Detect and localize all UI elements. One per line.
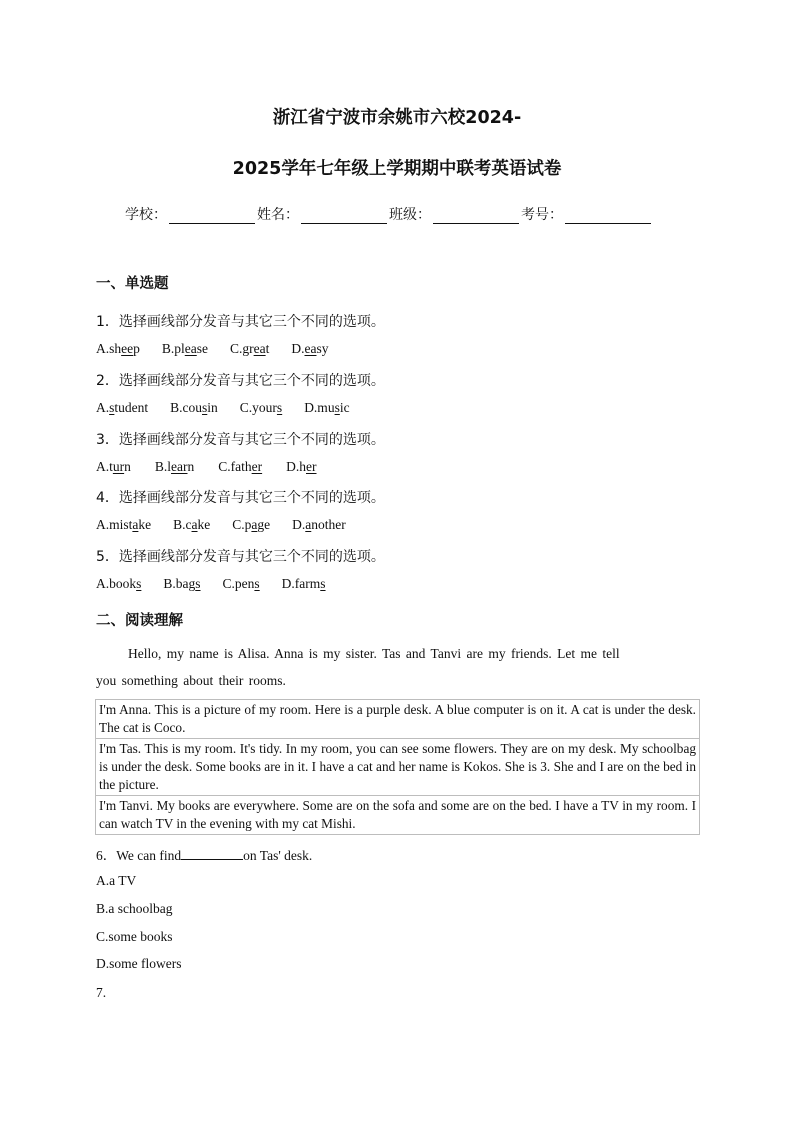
option-text: D.mu	[304, 400, 335, 415]
option-text: sy	[316, 341, 329, 356]
question-5-stem: 5．选择画线部分发音与其它三个不同的选项。	[96, 549, 385, 565]
question-2-option-d[interactable]	[304, 400, 349, 416]
option-text: ke	[138, 517, 152, 532]
question-2-option-a[interactable]	[96, 400, 148, 416]
question-6-choice-a[interactable]: A.a TV	[96, 873, 137, 888]
option-underlined-part: s	[276, 400, 283, 415]
question-7-label: 7.	[96, 985, 107, 1000]
option-underlined-part: s	[254, 576, 260, 591]
question-6-choice-d[interactable]: D.some flowers	[96, 956, 182, 971]
question-2-option-c[interactable]	[240, 400, 282, 416]
question-2-options	[96, 400, 372, 416]
passage-tas: I'm Tas. This is my room. It's tidy. In my room, you can see some flowers. They are on my desk. My schoolbag is under the desk. Some books are in it. I have a cat and her name is Kokos. She is 3. She and I are on the bed in the picture.	[96, 739, 700, 796]
section-2-title: 二、阅读理解	[96, 613, 183, 629]
exam-number-blank[interactable]	[565, 209, 651, 224]
option-text: A.t	[96, 459, 113, 474]
option-text: in	[207, 400, 218, 415]
option-underlined-part: a	[251, 517, 258, 532]
class-label: 班级：	[389, 207, 431, 223]
school-blank[interactable]	[169, 209, 255, 224]
question-5-option-c[interactable]	[223, 576, 260, 592]
reading-intro-line1: Hello, my name is Alisa. Anna is my sister. Tas and Tanvi are my friends. Let me tell	[128, 646, 620, 661]
school-label: 学校：	[125, 207, 167, 223]
option-text: C.fath	[218, 459, 252, 474]
option-text: p	[133, 341, 140, 356]
passage-table	[95, 699, 700, 835]
option-underlined-part: s	[202, 400, 208, 415]
option-text: nother	[311, 517, 346, 532]
question-4-option-b[interactable]	[173, 517, 210, 533]
question-1-option-a[interactable]	[96, 341, 140, 357]
option-text: A.book	[96, 576, 137, 591]
option-text: D.farm	[281, 576, 321, 591]
passage-row-tanvi	[96, 796, 700, 835]
question-3-option-d[interactable]	[286, 459, 316, 475]
question-3-option-a[interactable]	[96, 459, 131, 475]
question-4-option-a[interactable]	[96, 517, 151, 533]
option-underlined-part: s	[109, 400, 115, 415]
option-underlined-part: ea	[253, 341, 266, 356]
option-text: C.your	[239, 400, 277, 415]
question-3-option-c[interactable]	[218, 459, 262, 475]
option-underlined-part: s	[195, 576, 201, 591]
option-text: se	[196, 341, 208, 356]
school-field	[125, 204, 257, 224]
question-6-stem	[96, 844, 312, 864]
option-text: C.p	[232, 517, 252, 532]
option-text: B.l	[154, 459, 172, 474]
passage-row-tas	[96, 739, 700, 796]
passage-row-anna	[96, 700, 700, 739]
option-text: C.gr	[230, 341, 254, 356]
question-5-option-d[interactable]	[282, 576, 326, 592]
question-1-option-b[interactable]	[162, 341, 208, 357]
option-underlined-part: s	[334, 400, 340, 415]
question-5-option-b[interactable]	[163, 576, 200, 592]
question-4-options	[96, 517, 368, 533]
option-text: ke	[197, 517, 211, 532]
option-underlined-part: ee	[121, 341, 134, 356]
option-underlined-part: s	[136, 576, 142, 591]
option-underlined-part: a	[191, 517, 198, 532]
exam-title-line2: 2025学年七年级上学期期中联考英语试卷	[232, 159, 562, 179]
option-underlined-part: ur	[112, 459, 125, 474]
option-text: D.	[292, 517, 306, 532]
option-underlined-part: ear	[171, 459, 188, 474]
question-6-choice-b[interactable]: B.a schoolbag	[96, 901, 173, 916]
exam-number-field	[521, 204, 653, 224]
option-text: n	[187, 459, 195, 474]
question-4-option-c[interactable]	[232, 517, 270, 533]
student-info-row	[125, 204, 685, 224]
question-1-options	[96, 341, 351, 357]
class-field	[389, 204, 521, 224]
question-3-option-b[interactable]	[155, 459, 194, 475]
name-label: 姓名：	[257, 207, 299, 223]
option-underlined-part: er	[251, 459, 263, 474]
option-underlined-part: er	[306, 459, 317, 474]
option-text: B.cou	[170, 400, 203, 415]
question-3-stem: 3．选择画线部分发音与其它三个不同的选项。	[96, 432, 385, 448]
name-field	[257, 204, 389, 224]
class-blank[interactable]	[433, 209, 519, 224]
option-text: D.h	[286, 459, 306, 474]
option-underlined-part: ea	[304, 341, 317, 356]
option-underlined-part: a	[305, 517, 312, 532]
option-underlined-part: s	[320, 576, 326, 591]
option-text: ic	[339, 400, 350, 415]
exam-title-line1: 浙江省宁波市余姚市六校2024-	[272, 108, 522, 128]
option-text: B.c	[173, 517, 192, 532]
option-text: A.	[96, 400, 110, 415]
reading-intro-line2: you something about their rooms.	[96, 673, 286, 688]
question-1-option-c[interactable]	[230, 341, 269, 357]
question-3-options	[96, 459, 341, 475]
question-4-option-d[interactable]	[292, 517, 346, 533]
passage-tanvi: I'm Tanvi. My books are everywhere. Some are on the sofa and some are on the bed. I have a TV in my room. I can watch TV in the evening with my cat Mishi.	[96, 796, 700, 835]
question-6-blank[interactable]	[181, 847, 243, 860]
option-text: C.pen	[222, 576, 255, 591]
option-text: A.sh	[96, 341, 122, 356]
name-blank[interactable]	[301, 209, 387, 224]
question-5-option-a[interactable]	[96, 576, 141, 592]
option-text: A.mist	[96, 517, 133, 532]
exam-number-label: 考号：	[521, 207, 563, 223]
option-text: B.pl	[161, 341, 185, 356]
question-2-option-b[interactable]	[170, 400, 218, 416]
question-6-choice-c[interactable]: C.some books	[96, 929, 173, 944]
question-6-stem-pre: 6．We can find	[96, 848, 182, 863]
question-4-stem: 4．选择画线部分发音与其它三个不同的选项。	[96, 490, 385, 506]
question-1-option-d[interactable]	[291, 341, 328, 357]
question-6-stem-post: on Tas' desk.	[243, 848, 313, 863]
passage-anna: I'm Anna. This is a picture of my room. Here is a purple desk. A blue computer is on it. A cat is under the desk. The cat is Coco.	[96, 700, 700, 739]
option-text: B.bag	[163, 576, 196, 591]
option-text: tudent	[114, 400, 149, 415]
option-text: t	[265, 341, 270, 356]
section-1-title: 一、单选题	[96, 276, 169, 292]
option-text: ge	[257, 517, 271, 532]
option-underlined-part: a	[132, 517, 139, 532]
option-underlined-part: ea	[184, 341, 197, 356]
question-5-options	[96, 576, 348, 592]
question-2-stem: 2．选择画线部分发音与其它三个不同的选项。	[96, 373, 385, 389]
option-text: n	[124, 459, 131, 474]
question-1-stem: 1．选择画线部分发音与其它三个不同的选项。	[96, 314, 385, 330]
option-text: D.	[291, 341, 305, 356]
